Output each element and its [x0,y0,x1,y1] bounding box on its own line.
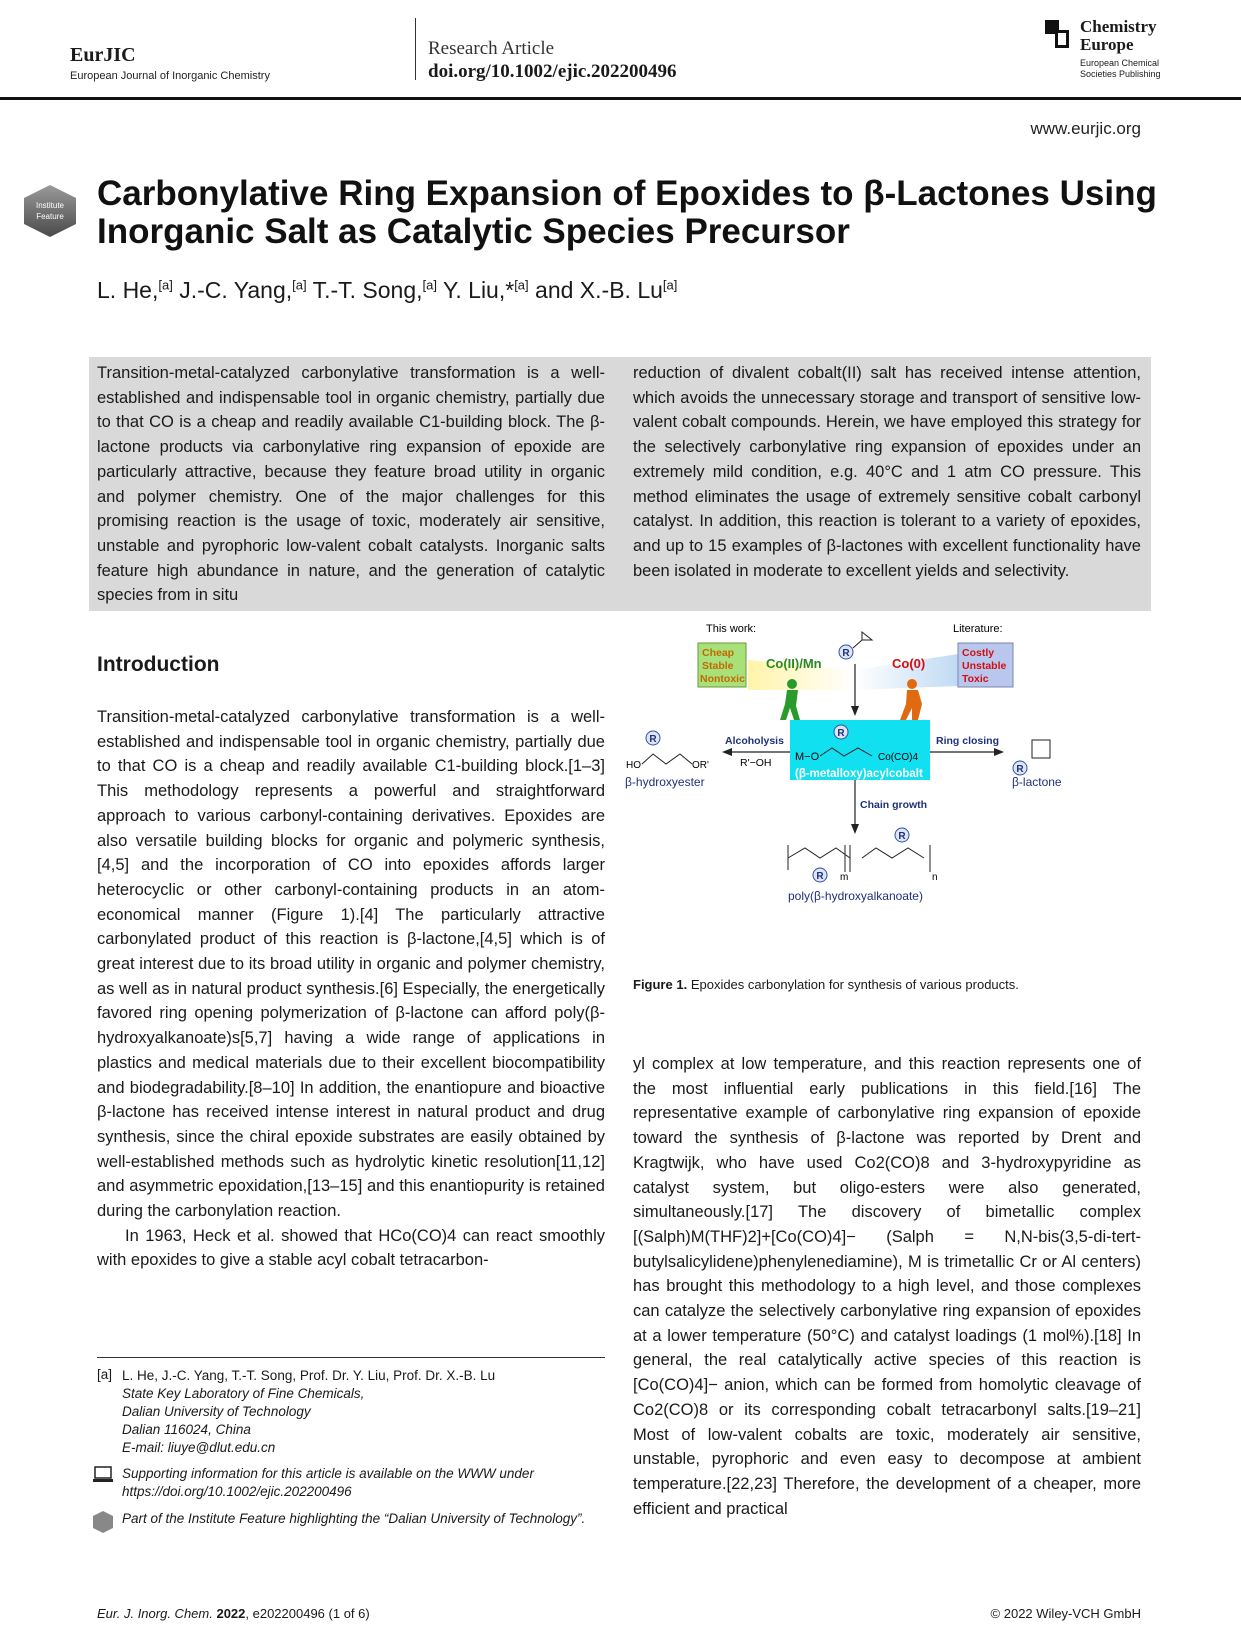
publisher-name: Chemistry Europe [1080,17,1157,54]
svg-text:Alcoholysis: Alcoholysis [725,735,784,747]
svg-text:OR': OR' [692,760,709,771]
affiliation-marker: [a] [422,277,438,293]
svg-text:Stable: Stable [702,660,734,672]
svg-text:Co(CO)4: Co(CO)4 [878,752,919,763]
svg-text:Chain growth: Chain growth [860,799,928,811]
institute-feature-note: Part of the Institute Feature highlighting the “Dalian University of Technology”. [122,1511,586,1526]
footnote-tag: [a] [97,1367,113,1382]
institute-feature-badge-icon [22,183,78,239]
intro-paragraph-2: In 1963, Heck et al. showed that HCo(CO)4 can react smoothly with epoxides to give a stable acyl cobalt tetracarbon- [97,1226,605,1270]
page-footer-citation: Eur. J. Inorg. Chem. 2022, e202200496 (1 of 6) [97,1606,370,1621]
svg-text:R: R [898,831,906,842]
svg-text:HO: HO [626,760,641,771]
author-list: L. He,[a] J.-C. Yang,[a] T.-T. Song,[a] Y. Liu,*[a] and X.-B. Lu[a] [97,277,678,303]
epoxide-structure [853,632,872,648]
doi-link[interactable]: doi.org/10.1002/ejic.202200496 [428,61,677,82]
svg-text:R: R [816,871,824,882]
svg-text:R: R [837,728,845,739]
svg-text:R: R [1016,764,1024,775]
svg-text:n: n [932,872,938,883]
institute-feature-small-icon [92,1510,114,1534]
svg-text:(β-metalloxy)acylcobalt: (β-metalloxy)acylcobalt [795,768,923,780]
figure-1-scheme [625,623,1140,960]
polymer-structure [788,845,930,872]
intro-right-column: yl complex at low temperature, and this reaction represents one of the most influential early publications in this field.[16] The representative example of carbonylative ring expansion of epoxide toward the synthesis of β-lactone was reported by Drent and Kragtwijk, who have used Co2(CO)8 and 3-hydroxypyridine as catalyst system, but oligo-esters were also generated, simultaneously.[17] The discovery of bimetallic complex [(Salph)M(THF)2]+[Co(CO)4]− (Salph = N,N-bis(3,5-di-tert-butylsalicylidene)phenylenediamine), M is trimetallic Cr or Al centers) has brought this methodology to a high level, and those complexes can catalyze the selectively carbonylative ring expansion of epoxides at a lower temperature (50°C) and catalyst loadings (1 mol%).[18] In general, the real catalytically active species of this reaction is [Co(CO)4]− anion, which can be formed from homolytic cleavage of Co2(CO)8 or its corresponding cobalt tetracarbonyl salts.[19–21] Most of low-valent cobalts are toxic, moderately air sensitive, unstable, pyrophoric and even easy to decompose at ambient temperature.[22,23] Therefore, the development of a cheaper, more efficient and practical [633,1055,1141,1518]
affiliation-marker: [a] [514,277,529,293]
article-type: Research Article [428,38,555,59]
footnote-divider [97,1357,605,1358]
svg-text:Cheap: Cheap [702,647,735,659]
svg-text:R: R [649,734,657,745]
header-divider [415,18,416,80]
svg-text:Toxic: Toxic [962,673,989,685]
svg-text:β-lactone: β-lactone [1012,775,1062,789]
affiliation-marker: [a] [158,277,173,293]
svg-text:R: R [842,648,850,659]
svg-text:Costly: Costly [962,647,995,659]
svg-text:Nontoxic: Nontoxic [700,673,745,685]
co-0-label: Co(0) [892,656,926,671]
footnote-authors: L. He, J.-C. Yang, T.-T. Song, Prof. Dr. Y. Liu, Prof. Dr. X.-B. Lu [122,1368,496,1383]
svg-text:Ring closing: Ring closing [936,735,999,747]
website-link[interactable]: www.eurjic.org [1030,119,1141,138]
header-rule [0,97,1241,100]
svg-text:Feature: Feature [36,212,64,221]
figure-caption: Figure 1. Epoxides carbonylation for synthesis of various products. [633,977,1019,992]
svg-text:poly(β-hydroxyalkanoate): poly(β-hydroxyalkanoate) [788,889,923,903]
affiliation-marker: [a] [292,277,307,293]
intro-paragraph-1: Transition-metal-catalyzed carbonylative transformation is a well-established and indispensable tool in organic chemistry, partially due to that CO is a cheap and readily available C1-building block.[1–3] This methodology represents a powerful and straightforward approach to various carbonyl-containing derivatives. Epoxides are also versatile building blocks for organic and polymeric synthesis,[4,5] and the incorporation of CO into epoxides affords larger heterocyclic or other carbonyl-containing products in an atom-economical manner (Figure 1).[4] The particularly attractive carbonylated product of this reaction is β-lactone,[4,5] which is of great interest due to its broad utility in organic and polymer chemistry, as well as in natural product synthesis.[6] Especially, the energetically favored ring opening polymerization of β-lactone can afford poly(β-hydroxyalkanoate)s[5,7] having a wide range of applications in plastics and medical materials due to their excellent biocompatibility and biodegradability.[8–10] In addition, the enantiopure and bioactive β-lactone has received intense interest in natural product and drug synthesis, since the chiral epoxide substrates are easily obtained by well-established methods such as hydrolytic kinetic resolution[11,12] and asymmetric epoxidation,[13–15] and this enantiopurity is retained during the carbonylation reaction. [97,708,605,1221]
affiliation-marker: [a] [662,277,678,293]
abstract-left-column: Transition-metal-catalyzed carbonylative transformation is a well-established and indispensable tool in organic chemistry, partially due to that CO is a cheap and readily available C1-building block. The β-lactone products via carbonylative ring expansion of epoxide are particularly attractive, because they feature broad utility in organic and polymer chemistry. One of the major challenges for this promising reaction is the usage of toxic, moderately air sensitive, unstable and pyrophoric low-valent cobalt catalysts. Inorganic salts feature high abundance in nature, and the generation of catalytic species from in situ [97,364,605,605]
article-title: Carbonylative Ring Expansion of Epoxides to β-Lactones Using Inorganic Salt as Catalytic Species Precursor [97,174,1157,251]
footnote-email[interactable]: E-mail: liuye@dlut.edu.cn [122,1440,276,1455]
publisher-subtitle: European Chemical Societies Publishing [1080,58,1161,79]
footnote-affiliation: State Key Laboratory of Fine Chemicals, Dalian University of Technology Dalian 116024, China E-mail: liuye@dlut.edu.cn [122,1385,602,1457]
abstract-right-column: reduction of divalent cobalt(II) salt has received intense attention, which avoids the unnecessary storage and transport of sensitive low-valent cobalt compounds. Herein, we have employed this strategy for the selectively carbonylative ring expansion of epoxides under an extremely mild condition, e.g. 40°C and 1 atm CO pressure. This method eliminates the usage of extremely sensitive cobalt carbonyl catalyst. In addition, this reaction is tolerant to a variety of epoxides, and up to 15 examples of β-lactones with excellent functionality have been isolated in moderate to excellent yields and selectivity. [633,364,1141,580]
page-footer-copyright: © 2022 Wiley-VCH GmbH [990,1606,1141,1621]
section-heading-introduction: Introduction [97,653,220,676]
intro-body [97,705,605,1273]
this-work-label: This work: [706,623,757,635]
journal-full-name: European Journal of Inorganic Chemistry [70,70,270,82]
svg-text:m: m [840,872,849,883]
supporting-info-note: Supporting information for this article is available on the WWW under https://doi.org/10.1002/ejic.202200496 [122,1466,534,1499]
svg-text:M−O: M−O [795,751,820,763]
laptop-icon [92,1465,114,1485]
svg-text:Unstable: Unstable [962,660,1007,672]
journal-abbreviation: EurJIC [70,44,136,66]
co-ii-mn-label: Co(II)/Mn [766,656,822,671]
svg-text:Institute: Institute [35,201,65,210]
svg-text:R'−OH: R'−OH [740,757,772,769]
svg-text:β-hydroxyester: β-hydroxyester [625,775,705,789]
chemistry-europe-logo-icon [1045,20,1071,50]
beta-lactone-ring [1032,740,1050,758]
literature-label: Literature: [953,623,1003,635]
